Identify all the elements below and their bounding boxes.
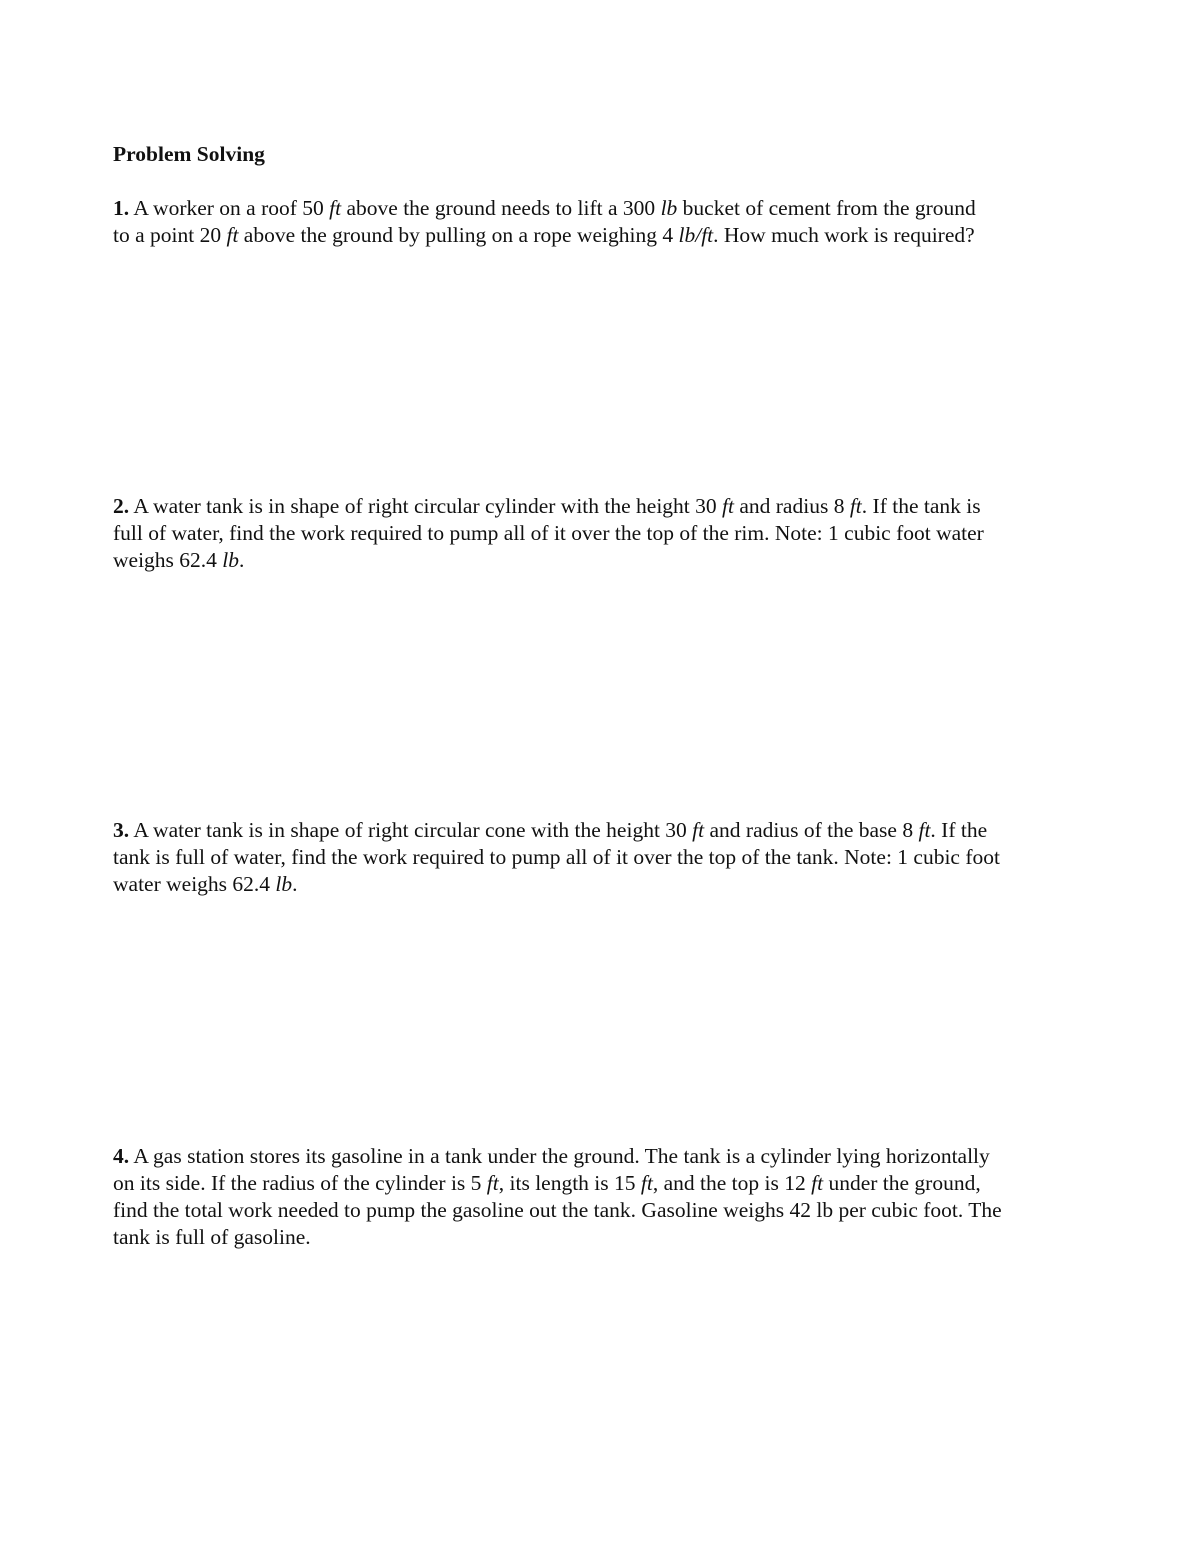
problem-number: 2. — [113, 494, 130, 518]
problem-number: 3. — [113, 818, 130, 842]
problem-2-line-1: 2. A water tank is in shape of right circular cylinder with the height 30 ft and radius 8 ft. If the tank is — [113, 494, 981, 518]
problem-3 — [113, 817, 1103, 898]
problem-number: 1. — [113, 196, 130, 220]
problem-2-line-3: weighs 62.4 lb. — [113, 548, 245, 572]
problem-2-line-2: full of water, find the work required to pump all of it over the top of the rim. Note: 1 cubic foot water — [113, 521, 984, 545]
problem-4-line-4: tank is full of gasoline. — [113, 1225, 311, 1249]
problem-1-line-1: 1. A worker on a roof 50 ft above the ground needs to lift a 300 lb bucket of cement from the ground — [113, 196, 976, 220]
problem-4-line-3: find the total work needed to pump the gasoline out the tank. Gasoline weighs 42 lb per cubic foot. The — [113, 1198, 1002, 1222]
problem-3-line-2: tank is full of water, find the work required to pump all of it over the top of the tank. Note: 1 cubic foot — [113, 845, 1000, 869]
problem-4 — [113, 1143, 1103, 1251]
page-title: Problem Solving — [113, 142, 265, 166]
problem-1-line-2: to a point 20 ft above the ground by pulling on a rope weighing 4 lb/ft. How much work is required? — [113, 223, 975, 247]
problem-1 — [113, 195, 1103, 249]
problem-number: 4. — [113, 1144, 130, 1168]
problem-3-line-3: water weighs 62.4 lb. — [113, 872, 298, 896]
problem-4-line-2: on its side. If the radius of the cylinder is 5 ft, its length is 15 ft, and the top is 12 ft under the ground, — [113, 1171, 981, 1195]
problem-2 — [113, 493, 1103, 574]
problem-3-line-1: 3. A water tank is in shape of right circular cone with the height 30 ft and radius of the base 8 ft. If the — [113, 818, 988, 842]
problem-4-line-1: 4. A gas station stores its gasoline in a tank under the ground. The tank is a cylinder lying horizontally — [113, 1144, 990, 1168]
